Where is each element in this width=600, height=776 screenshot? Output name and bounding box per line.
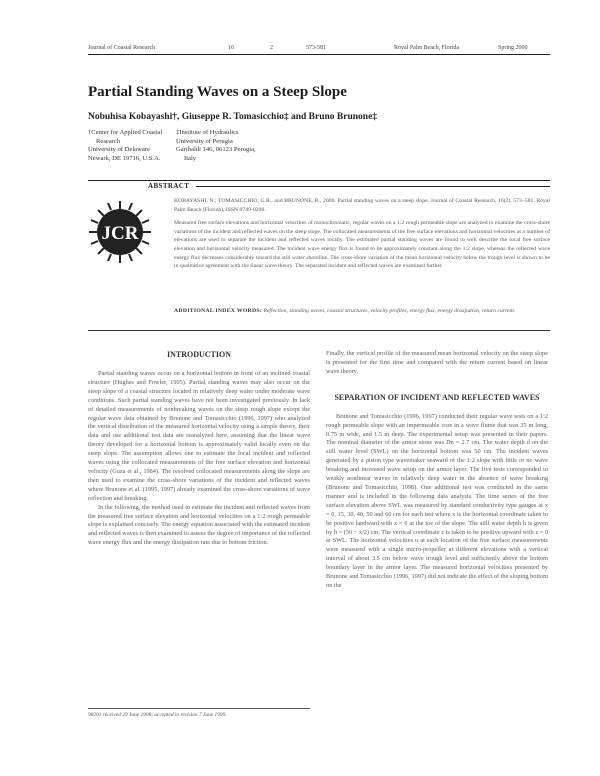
- intro-paragraph-1: Partial standing waves occur on a horizontal bottom in front of an inclined coastal structure (Hughes and Fowler, 1995). Partial standing waves may also occur on the steep slope of a coastal structure located in relatively deep water under moderate wave conditions. Such partial standing waves have not been investigated previously. In lack of detailed measurements of nonbreaking waves on the steep rough slope except the regular wave data obtained by Brunone and Tomasicchio (1996, 1997) who analyzed the vertical distribution of the measured horizontal velocity using a simple theory, their data and use additional test data are reanalyzed here, assuming that the linear wave theory developed for a horizontal bottom is approximately valid locally even on the steep slope. The assumption allows one to estimate the local incident and reflected waves using the collocated measurements of the free surface elevation and horizontal velocity (Guza et al., 1984). The resolved collocated measurements along the slope are then used to examine the cross-shore variations of the incident and reflected waves where Brunone et al. (1995, 1997) already examined the cross-shore variations of wave reflection and breaking.: [88, 370, 310, 502]
- author-list: Nobuhisa Kobayashi†, Giuseppe R. Tomasicchio‡ and Bruno Brunone‡: [88, 112, 378, 122]
- intro-paragraph-2: In the following, the method used to estimate the incident and reflected waves from the measured free surface elevation and horizontal velocities on a 1:2 rough permeable slope is explained concisely. The energy equation associated with the estimated incident and reflected waves is then examined to assess the degree of importance of the reflected wave energy flux and the energy dissipation rate due to bottom friction.: [88, 503, 310, 547]
- journal-name: Journal of Coastal Research: [88, 45, 156, 51]
- volume-number: 16: [228, 45, 234, 51]
- right-column: [326, 350, 548, 591]
- affiliation-line: University of Perugia: [176, 137, 233, 145]
- keywords-list: Reflection, standing waves, coastal structures, velocity profiles, energy flux, energy dissipation, return current.: [263, 308, 516, 314]
- jcr-logo: [87, 199, 153, 265]
- issue-number: 2: [270, 45, 273, 51]
- running-header: [88, 42, 550, 55]
- page-range: 573-581: [306, 45, 326, 51]
- paper-title: Partial Standing Waves on a Steep Slope: [88, 84, 347, 100]
- publication-place: Royal Palm Beach, Florida: [394, 45, 459, 51]
- received-footnote: 98201 received 29 June 1998; accepted in revision 7 June 1999.: [88, 708, 310, 718]
- affiliation-line: University of Delaware: [88, 146, 150, 154]
- affiliation-line: Newark, DE 19716, U.S.A.: [88, 154, 161, 162]
- affiliation-line: Italy: [184, 154, 197, 162]
- intro-paragraph-3: Finally, the vertical profile of the measured mean horizontal velocity on the steep slope is presented for the first time and compared with the return current based on linear wave theory.: [326, 350, 548, 375]
- introduction-heading: INTRODUCTION: [166, 350, 231, 359]
- keywords-label: ADDITIONAL INDEX WORDS:: [174, 308, 263, 314]
- affiliation-line: Garibaldi 146, 06123 Perugia,: [176, 146, 256, 154]
- separation-heading: SEPARATION OF INCIDENT AND REFLECTED WAVES: [334, 392, 540, 402]
- abstract-rule: [196, 186, 550, 187]
- abstract-body: Measured free surface elevations and horizontal velocities of monochromatic, regular waves on a 1:2 rough permeable slope are analyzed to examine the cross-shore variations of the incident and reflected waves on the steep slope. The collocated measurements of the free surface elevations and horizontal velocities at a number of elevations are used to separate the incident and reflected waves locally. The estimated partial standing waves are found to well describe the local free surface elevation and horizontal velocity measured. The incident wave energy flux is found to be approximately constant along the 1:2 slope, whereas the reflected wave energy flux decreases considerably toward the still water shoreline. The cross-shore variation of the mean horizontal velocity below the trough level is shown to be in qualitative agreement with the linear wave theory. The separated incident and reflected waves are examined further.: [174, 220, 550, 270]
- left-column: [88, 350, 310, 548]
- abstract-label: ABSTRACT: [148, 182, 190, 190]
- publication-date: Spring 2000: [498, 45, 528, 51]
- abstract-divider: [88, 330, 550, 331]
- affiliation-delaware: [88, 129, 162, 163]
- logo-text: JCR: [101, 223, 139, 244]
- affiliation-line: †Center for Applied Coastal: [88, 129, 163, 136]
- index-words: [174, 307, 550, 316]
- abstract-citation: KOBAYASHI, N.; TOMASICCHIO, G.R., and BRUNONE, B., 2000. Partial standing waves on a steep slope. Journal of Coastal Research, 16(2), 573–581. Royal Palm Beach (Florida), ISSN 0749-0208.: [174, 198, 550, 213]
- affiliation-line: Research: [96, 137, 121, 145]
- separation-paragraph-1: Brunone and Tomasicchio (1996, 1997) conducted their regular wave tests on a 1:2 rough permeable slope with an impermeable core in a wave flume that was 35 m long, 0.75 m wide, and 1.5 m deep. The experimental setup was presented in their papers. The nominal diameter of the armor stone was Dn = 2.7 cm. The water depth d on the still water level (SWL) on the horizontal bottom was 50 cm. The incident waves generated by a piston type wavemaker seaward of the 1:2 slope with little or no wave breaking and increased wave setup on the armor layer. The five tests corresponded to weakly nonlinear waves in relatively deep water in the absence of wave breaking (Brunone and Tomasicchio, 1998). One additional test was conducted in the same manner and is included in the following data analysis. The time series of the free surface elevation above SWL was measured by standard conductivity type gauges at x = 0, 15, 30, 40, 50 and 60 cm for each test where x is the horizontal coordinate taken to be positive landward with x = 0 at the toe of the slope. The still water depth h is given by h = (50 − x/2) cm. The vertical coordinate z is taken to be positive upward with z = 0 at SWL. The horizontal velocities u at each location of the free surface measurements were measured with a single micro-propeller at different elevations with a vertical interval of about 3.5 cm below wave trough level and sufficiently above the bottom boundary layer in the armor layer. The measured horizontal velocities presented by Brunone and Tomasicchio (1996, 1997) did not indicate the effect of the sloping bottom on the: [326, 412, 548, 589]
- affiliation-perugia: [176, 129, 256, 163]
- abstract-block: [174, 197, 550, 271]
- affiliation-line: ‡Institute of Hydraulics: [176, 129, 239, 136]
- abstract-header-bar: [88, 180, 550, 192]
